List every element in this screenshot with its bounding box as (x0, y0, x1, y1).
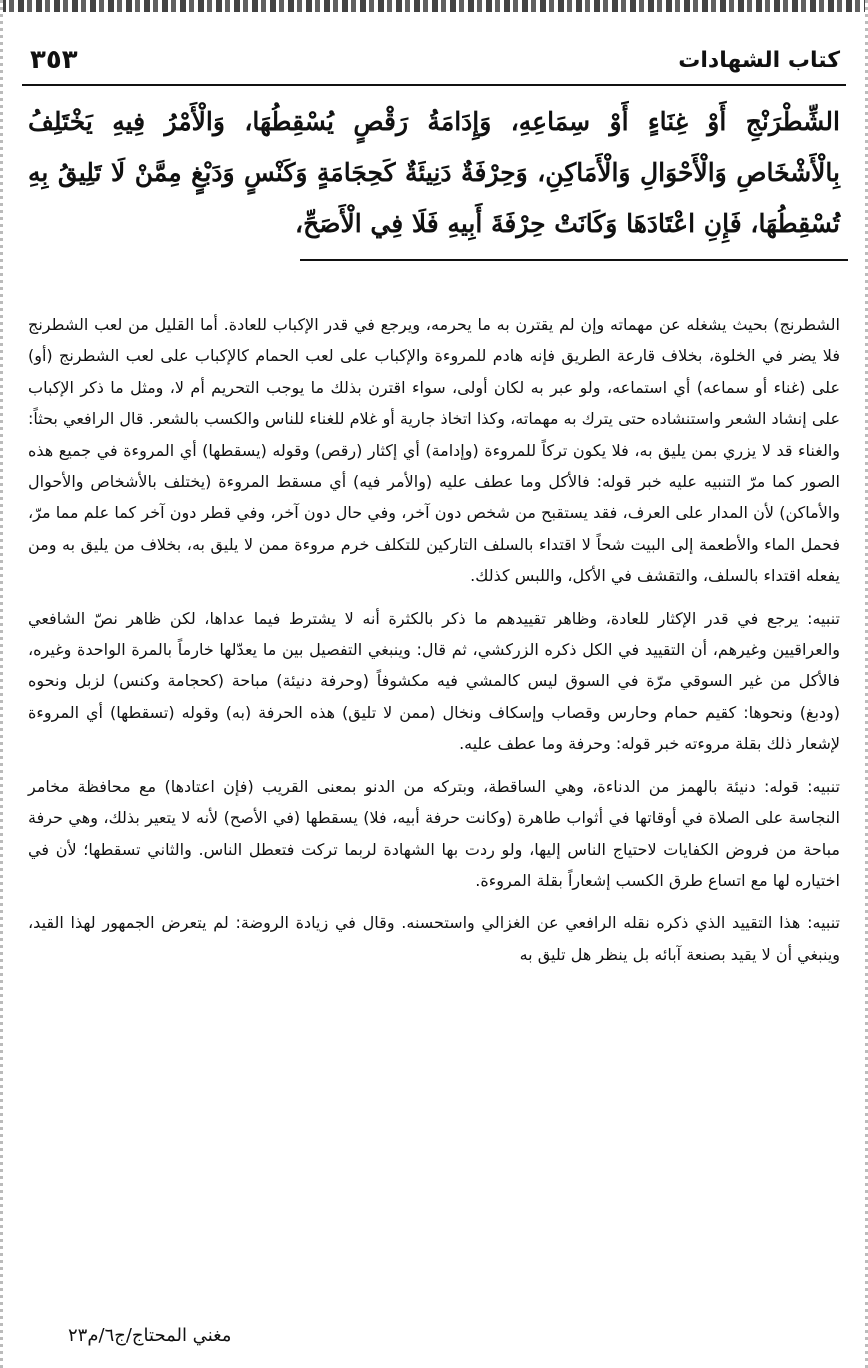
matn-text: الشِّطْرَنْجِ أَوْ غِنَاءٍ أَوْ سِمَاعِهِ، وَإِدَامَةُ رَقْصٍ يُسْقِطُهَا، وَالْأَمْرُ فِيهِ يَخْتَلِفُ بِالْأَشْخَاصِ وَالْأَحْوَالِ وَالْأَمَاكِنِ، وَحِرْفَةٌ دَنِيئَةٌ كَحِجَامَةٍ وَكَنْسٍ وَدَبْغٍ مِمَّنْ لَا تَلِيقُ بِهِ تُسْقِطُهَا، فَإِنِ اعْتَادَهَا وَكَانَتْ حِرْفَةَ أَبِيهِ فَلَا فِي الْأَصَحِّ، (28, 107, 840, 238)
page-footer (0, 1325, 868, 1355)
running-header (30, 40, 840, 80)
commentary-paragraph-1: الشطرنج) بحيث يشغله عن مهماته وإن لم يقترن به ما يحرمه، ويرجع في قدر الإكباب للعادة. أما القليل من لعب الشطرنج فلا يضر في الخلوة، بخلاف قارعة الطريق فإنه هادم للمروءة والإكباب على لعب الحمام كالإكباب على لعب الشطرنج (أو) على (غناء أو سماعه) أي استماعه، ولو عبر به لكان أولى، سواء اقترن بذلك ما يوجب التحريم أم لا، ومثل ما ذكر الإكباب على إنشاد الشعر واستنشاده حتى يترك به مهماته، وكذا اتخاذ جارية أو غلام للغناء للناس والكسب بالشعر. قال الرافعي بحثاً: والغناء قد لا يزري بمن يليق به، فلا يكون تركاً للمروءة (وإدامة) أي إكثار (رقص) وقوله (يسقطها) أي المروءة في جميع هذه الصور كما مرّ التنبيه عليه خبر قوله: فالأكل وما عطف عليه (والأمر فيه) أي مسقط المروءة (يختلف بالأشخاص والأحوال والأماكن) لأن المدار على العرف، فقد يستقبح من شخص دون آخر، وفي حال دون آخر، وفي قطر دون آخر كما علم مما مرّ، فحمل الماء والأطعمة إلى البيت شحاً لا اقتداء بالسلف التاركين للتكلف خرم مروءة ممن لا يليق به، بخلاف من يليق به ومن يفعله اقتداء بالسلف، والتقشف في الأكل، واللبس كذلك. (28, 315, 840, 586)
printer-signature: مغني المحتاج/ج٦/م٢٣ (68, 1325, 232, 1346)
commentary-paragraph-3: تنبيه: قوله: دنيئة بالهمز من الدناءة، وهي الساقطة، وبتركه من الدنو بمعنى القريب (فإن اعتادها) مع محافظة مخامر النجاسة على الصلاة في أوقاتها في أثواب طاهرة (وكانت حرفة أبيه، فلا) يسقطها (في الأصح) لأنه لا يتعير بذلك، وهي حرفة مباحة من فروض الكفايات لاحتياج الناس إليها، ولو ردت بها الشهادة لربما تركت فتعطل الناس. والثاني تسقطها؛ لأن في اختياره لها مع اتساع طرق الكسب إشعاراً بقلة المروءة. (28, 776, 840, 890)
page-number: ٣٥٣ (30, 45, 78, 75)
commentary-paragraph-2: تنبيه: يرجع في قدر الإكثار للعادة، وظاهر تقييدهم ما ذكر بالكثرة أنه لا يشترط فيما عداها، لكن ظاهر نصّ الشافعي والعراقيين وغيرهم، أن التقييد في الكل ذكره الزركشي، ثم قال: وينبغي التفصيل بين ما يعدّلها خارماً بالمرة الواحدة وغيره، فالأكل من غير السوقي مرّة في السوق ليس كالمشي فيه مكشوفاً (وحرفة دنيئة) مباحة (كحجامة وكنس) لزبل ونحوه (ودبغ) ونحوها: كقيم حمام وحارس وقصاب وإسكاف ونخال (ممن لا تليق) هذه الحرفة (به) وقوله (تسقطها) أي المروءة لإشعار ذلك بقلة مروءته خبر قوله: وحرفة وما عطف عليه. (28, 608, 840, 754)
decorative-side-border-left (0, 0, 3, 1368)
commentary-paragraph-4: تنبيه: هذا التقييد الذي ذكره نقله الرافعي عن الغزالي واستحسنه. وقال في زيادة الروضة: لم يتعرض الجمهور لهذا القيد، وينبغي أن لا يقيد بصنعة آبائه بل ينظر هل تليق به (28, 913, 840, 964)
decorative-top-border (0, 0, 868, 12)
commentary-body (28, 309, 840, 970)
book-section-title: كتاب الشهادات (678, 47, 840, 73)
header-rule (22, 84, 846, 86)
matn-separator-rule (300, 259, 848, 261)
